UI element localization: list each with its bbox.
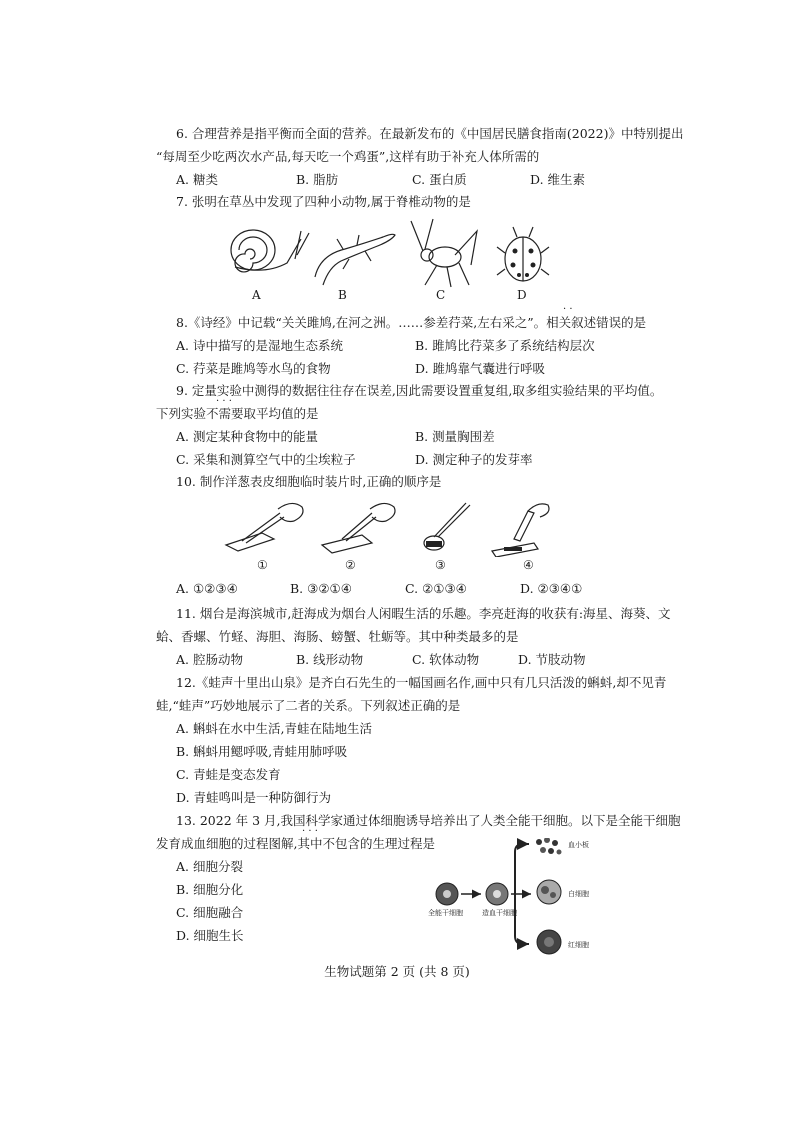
q10-stem: 10. 制作洋葱表皮细胞临时装片时,正确的顺序是 — [176, 474, 442, 489]
q8-option-d: D. 雎鸠靠气囊进行呼吸 — [415, 361, 546, 376]
emphasis-dots: · · — [563, 304, 573, 315]
q7-caption-a: A — [252, 288, 261, 302]
q6-line2: “每周至少吃两次水产品,每天吃一个鸡蛋”,这样有助于补充人体所需的 — [156, 149, 540, 164]
q11-line1: 11. 烟台是海滨城市,赶海成为烟台人闲暇生活的乐趣。李亮赶海的收获有:海星、海葵、文 — [176, 606, 671, 621]
white-cell-icon — [537, 880, 561, 904]
q12-option-a: A. 蝌蚪在水中生活,青蛙在陆地生活 — [176, 721, 372, 736]
q12-option-c: C. 青蛙是变态发育 — [176, 767, 281, 782]
q10-caption-1: ① — [257, 558, 268, 572]
page-footer: 生物试题第 2 页 (共 8 页) — [324, 964, 470, 979]
dropper-slide-icon — [492, 504, 549, 557]
q13-option-c: C. 细胞融合 — [176, 905, 244, 920]
q6-option-a: A. 糖类 — [176, 172, 218, 187]
label-platelet: 血小板 — [568, 841, 589, 849]
q10-option-c: C. ②①③④ — [405, 581, 467, 596]
ladybug-icon — [497, 227, 549, 281]
q10-caption-4: ④ — [523, 558, 534, 572]
tweezers-coverslip-icon — [322, 503, 395, 553]
q7-caption-d: D — [517, 288, 527, 302]
q8-stem: 8.《诗经》中记载“关关雎鸠,在河之洲。……参差荇菜,左右采之”。相关叙述错误的是 — [176, 315, 647, 330]
q12-line1: 12.《蛙声十里出山泉》是齐白石先生的一幅国画名作,画中只有几只活泼的蝌蚪,却不见青 — [176, 675, 667, 690]
q6-option-d: D. 维生素 — [530, 172, 586, 187]
q10-caption-2: ② — [345, 558, 356, 572]
q10-option-b: B. ③②①④ — [290, 581, 352, 596]
label-stem-cell: 全能干细胞 — [428, 909, 463, 917]
q10-option-a: A. ①②③④ — [176, 581, 238, 596]
q8-option-b: B. 雎鸠比荇菜多了系统结构层次 — [415, 338, 595, 353]
q9-line2: 下列实验不需要取平均值的是 — [156, 406, 319, 421]
q6-option-b: B. 脂肪 — [296, 172, 339, 187]
q13-option-a: A. 细胞分裂 — [176, 859, 243, 874]
q9-line1: 9. 定量实验中测得的数据往往存在误差,因此需要设置重复组,取多组实验结果的平均值。 — [176, 383, 663, 398]
q9-option-a: A. 测定某种食物中的能量 — [176, 429, 318, 444]
q13-line1: 13. 2022 年 3 月,我国科学家通过体细胞诱导培养出了人类全能干细胞。以下是全能干细胞 — [176, 813, 681, 828]
platelet-icon — [536, 838, 562, 855]
q11-option-a: A. 腔肠动物 — [176, 652, 243, 667]
q11-line2: 蛤、香螺、竹蛏、海胆、海肠、螃蟹、牡蛎等。其中种类最多的是 — [156, 629, 519, 644]
emphasis-dots: · · · — [302, 826, 318, 837]
tweezers-slide-icon — [226, 503, 303, 551]
q12-line2: 蛙,“蛙声”巧妙地展示了二者的关系。下列叙述正确的是 — [156, 698, 461, 713]
q11-option-d: D. 节肢动物 — [518, 652, 586, 667]
emphasis-dots: · · · — [216, 396, 232, 407]
q9-option-c: C. 采集和测算空气中的尘埃粒子 — [176, 452, 356, 467]
q7-caption-b: B — [338, 288, 347, 302]
q9-option-b: B. 测量胸围差 — [415, 429, 495, 444]
q6-option-c: C. 蛋白质 — [412, 172, 467, 187]
q12-option-d: D. 青蛙鸣叫是一种防御行为 — [176, 790, 332, 805]
q13-option-b: B. 细胞分化 — [176, 882, 244, 897]
label-red-cell: 红细胞 — [568, 941, 589, 949]
q7-caption-c: C — [436, 288, 446, 302]
q12-option-b: B. 蝌蚪用鳃呼吸,青蛙用肺呼吸 — [176, 744, 348, 759]
q11-option-c: C. 软体动物 — [412, 652, 480, 667]
q13-option-d: D. 细胞生长 — [176, 928, 244, 943]
q10-option-d: D. ②③④① — [520, 581, 583, 596]
q9-option-d: D. 测定种子的发芽率 — [415, 452, 533, 467]
lizard-icon — [315, 234, 395, 285]
label-hematopoietic-cell: 造血干细胞 — [482, 909, 517, 917]
cricket-icon — [411, 219, 477, 287]
onion-tweezers-icon — [424, 503, 470, 550]
label-white-cell: 白细胞 — [568, 890, 589, 898]
q10-steps-figure — [222, 495, 572, 557]
snail-icon — [231, 230, 309, 272]
q11-option-b: B. 线形动物 — [296, 652, 364, 667]
q8-option-c: C. 荇菜是雎鸠等水鸟的食物 — [176, 361, 331, 376]
q6-line1: 6. 合理营养是指平衡而全面的营养。在最新发布的《中国居民膳食指南(2022)》中特别提出 — [176, 126, 684, 141]
q8-option-a: A. 诗中描写的是湿地生态系统 — [176, 338, 343, 353]
q7-stem: 7. 张明在草丛中发现了四种小动物,属于脊椎动物的是 — [176, 194, 471, 209]
q10-caption-3: ③ — [435, 558, 446, 572]
q13-line2: 发育成血细胞的过程图解,其中不包含的生理过程是 — [156, 836, 435, 851]
q7-animals-figure — [225, 215, 555, 290]
